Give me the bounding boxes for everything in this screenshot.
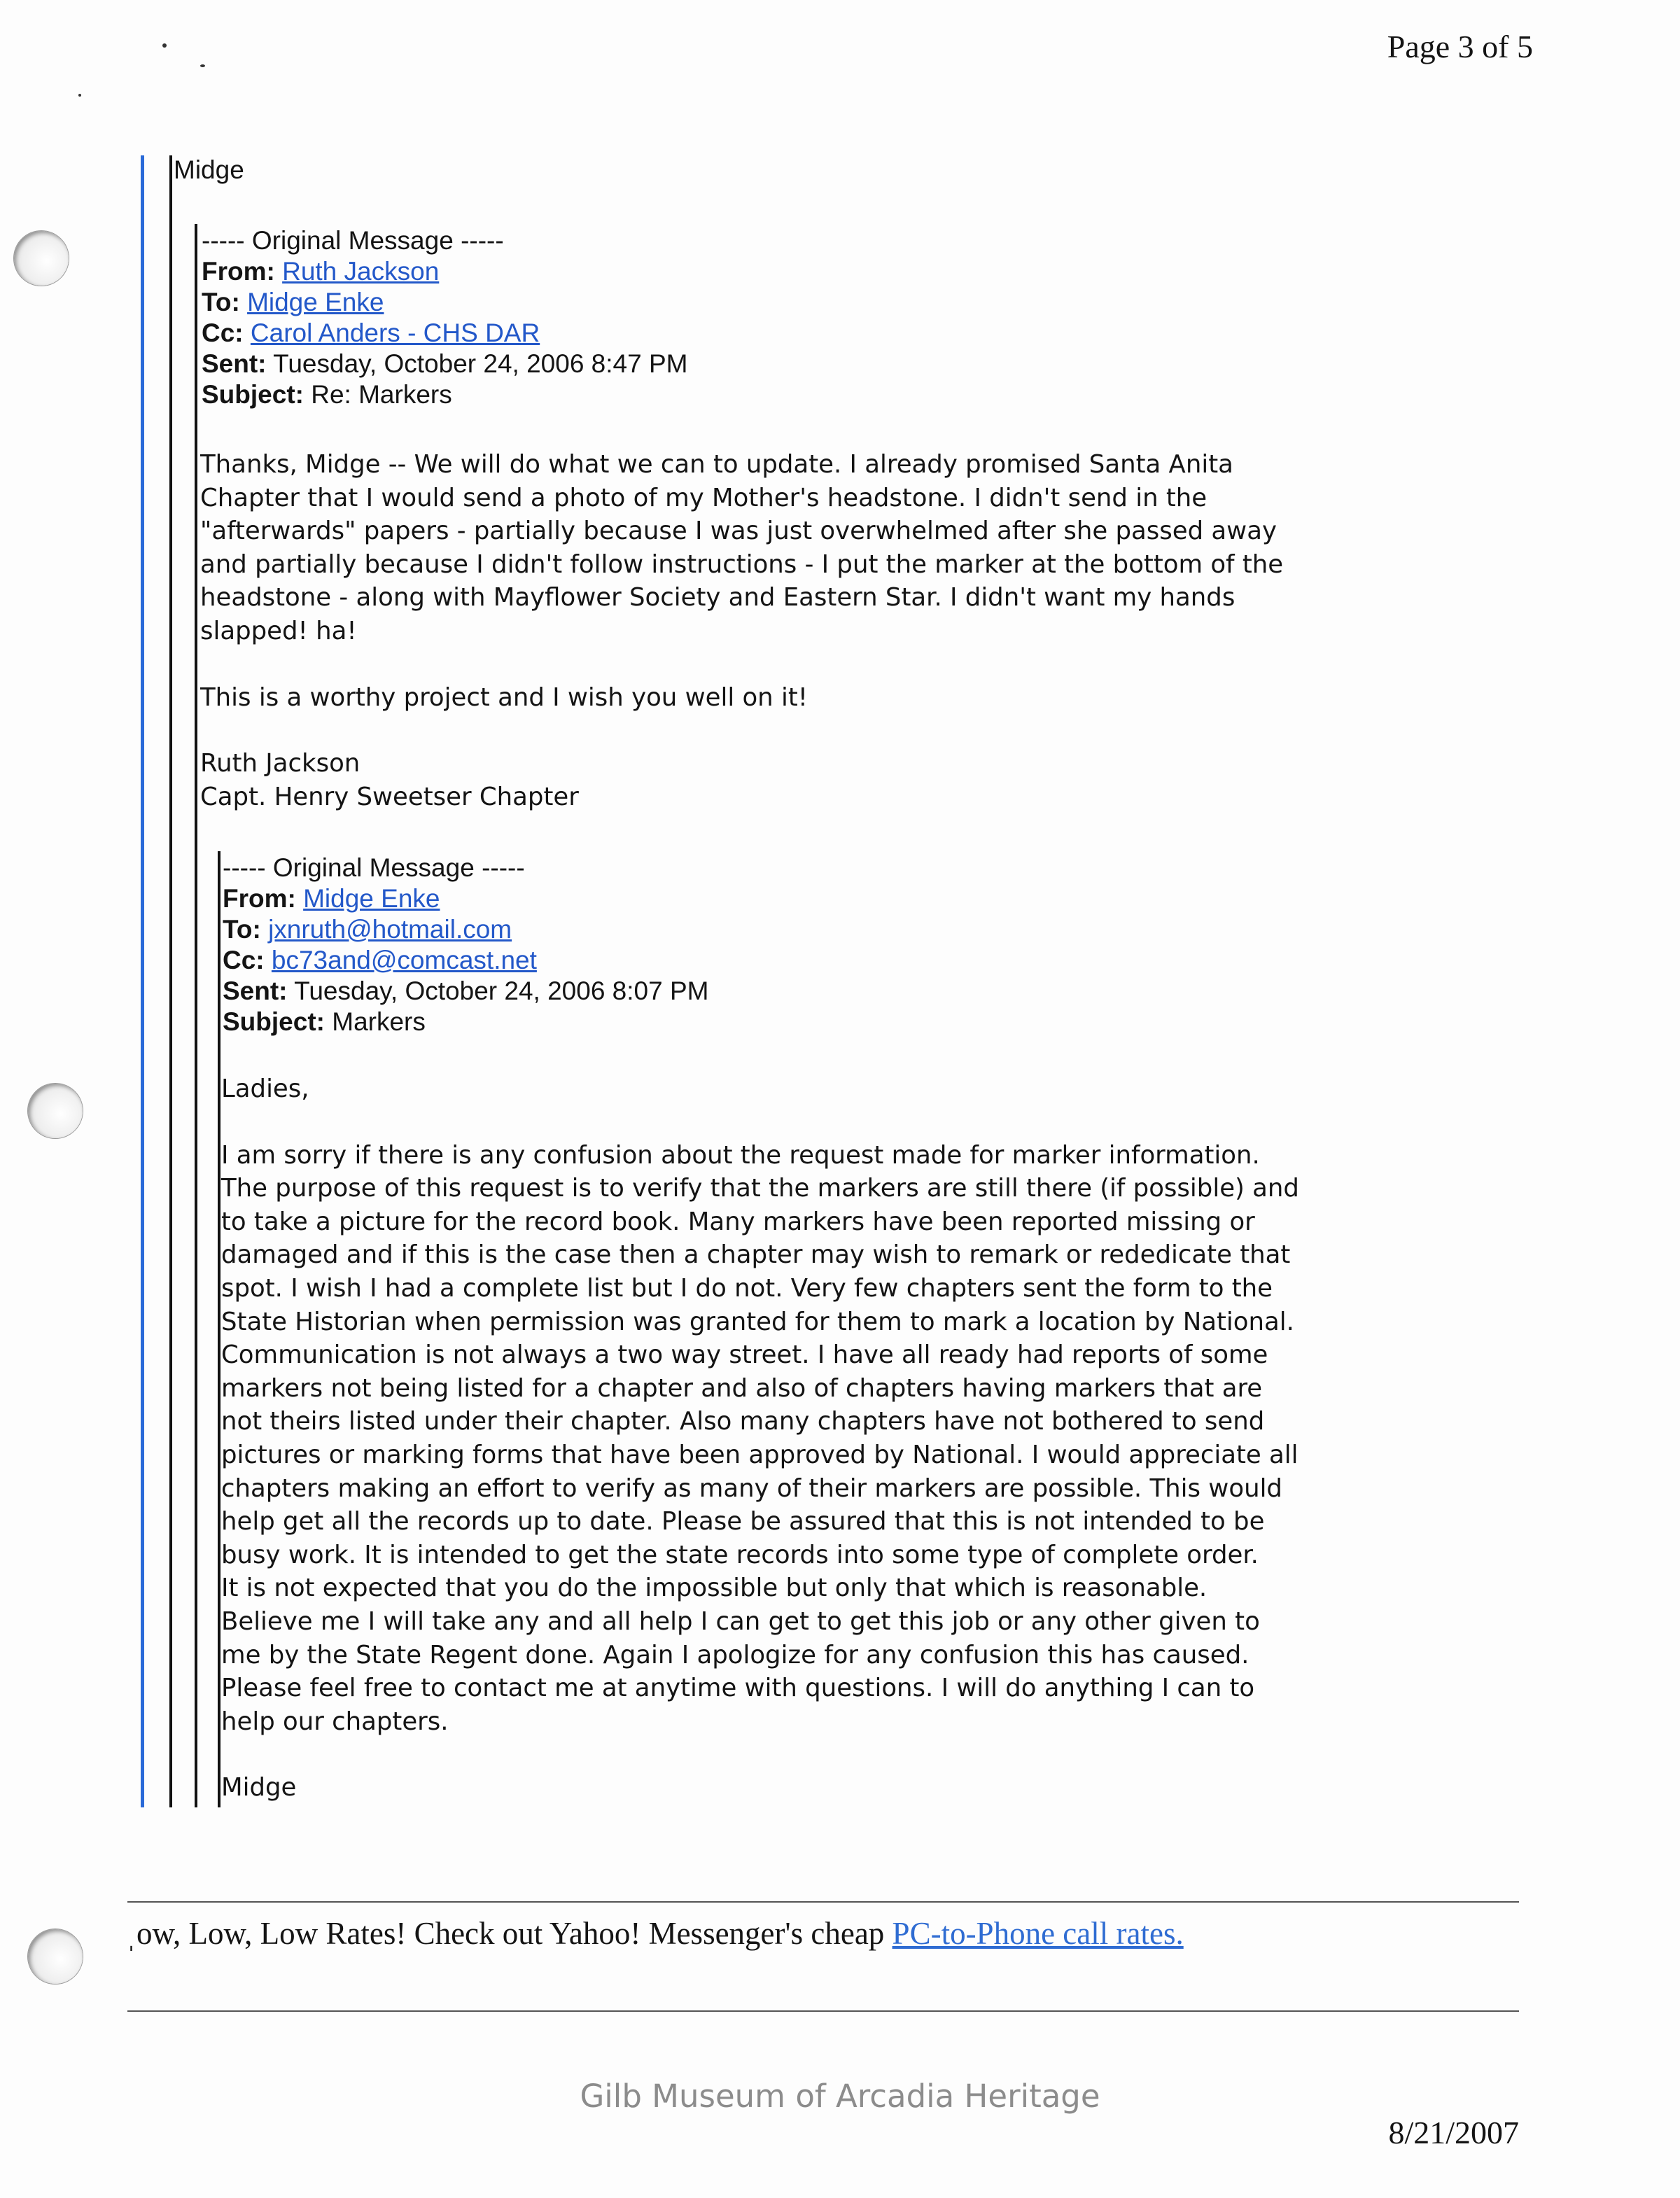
body-line: and partially because I didn't follow instructions - I put the marker at the bottom of the (200, 550, 1284, 579)
outer-signoff: Midge (174, 155, 244, 184)
to-label: To: (202, 288, 240, 316)
page-number: Page 3 of 5 (1387, 29, 1533, 64)
body-line: spot. I wish I had a complete list but I do not. Very few chapters sent the form to the (221, 1273, 1273, 1303)
punch-hole (14, 231, 69, 286)
body-line: slapped! ha! (200, 616, 357, 645)
punch-hole (28, 1929, 83, 1984)
body-line: It is not expected that you do the impossible but only that which is reasonable. (221, 1574, 1208, 1603)
message-header-2 (223, 853, 708, 1037)
body-line: pictures or marking forms that have been approved by National. I would appreciate all (221, 1440, 1298, 1469)
subject-row (223, 1007, 708, 1037)
divider-line (127, 2010, 1519, 2012)
quote-bar-msg1 (195, 224, 197, 1807)
sent-value: Tuesday, October 24, 2006 8:07 PM (294, 976, 709, 1005)
message-body-2 (221, 1072, 1299, 1805)
body-line: chapters making an effort to verify as many of their markers are possible. This would (221, 1474, 1282, 1503)
cc-link[interactable]: Carol Anders - CHS DAR (250, 318, 540, 347)
subject-value: Markers (332, 1007, 426, 1036)
sent-label: Sent: (223, 976, 288, 1005)
body-line: headstone - along with Mayflower Society and Eastern Star. I didn't want my hands (200, 583, 1236, 612)
watermark: Gilb Museum of Arcadia Heritage (580, 2078, 1100, 2115)
body-line: to take a picture for the record book. Many markers have been reported missing or (221, 1207, 1255, 1236)
closing-line: This is a worthy project and I wish you well on it! (200, 682, 808, 712)
body-line: Please feel free to contact me at anytime with questions. I will do anything I can to (221, 1674, 1255, 1703)
from-link[interactable]: Midge Enke (303, 884, 440, 913)
body-line: help get all the records up to date. Please be assured that this is not intended to be (221, 1507, 1265, 1536)
body-line: State Historian when permission was granted for them to mark a location by National. (221, 1307, 1294, 1336)
message-body-1 (200, 448, 1283, 813)
sent-row (223, 976, 708, 1007)
to-row (202, 287, 687, 318)
from-label: From: (223, 884, 296, 913)
to-label: To: (223, 915, 261, 944)
cc-link[interactable]: bc73and@comcast.net (271, 946, 537, 974)
scan-speck (200, 64, 205, 67)
footer-ad (126, 1915, 1184, 1952)
from-row (202, 256, 687, 287)
original-message-divider: ----- Original Message ----- (202, 226, 504, 255)
quote-bar-outer (141, 155, 144, 1807)
message-header-1 (202, 225, 687, 410)
body-line: not theirs listed under their chapter. Also many chapters have not bothered to send (221, 1407, 1265, 1436)
original-message-divider: ----- Original Message ----- (223, 853, 525, 882)
cc-row (202, 318, 687, 349)
scan-speck (78, 94, 81, 97)
to-row (223, 914, 708, 945)
to-link[interactable]: Midge Enke (247, 288, 384, 316)
signoff: Midge (221, 1773, 297, 1802)
body-line: damaged and if this is the case then a chapter may wish to remark or rededicate that (221, 1240, 1291, 1270)
from-link[interactable]: Ruth Jackson (282, 257, 440, 286)
ad-text: ˌow, Low, Low Rates! Check out Yahoo! Messenger's cheap (126, 1916, 892, 1951)
quote-bar-msg2 (218, 851, 220, 1807)
quote-bar-reply (169, 155, 172, 1807)
body-line: busy work. It is intended to get the state records into some type of complete order. (221, 1540, 1259, 1569)
subject-label: Subject: (223, 1007, 325, 1036)
cc-label: Cc: (202, 318, 244, 347)
subject-row (202, 379, 687, 410)
body-line: Believe me I will take any and all help I can get to get this job or any other given to (221, 1606, 1260, 1636)
ad-link[interactable]: PC-to-Phone call rates. (892, 1916, 1184, 1951)
body-line: I am sorry if there is any confusion about the request made for marker information. (221, 1140, 1260, 1170)
subject-value: Re: Markers (311, 380, 452, 409)
scan-speck (162, 43, 167, 48)
from-row (223, 883, 708, 914)
sent-value: Tuesday, October 24, 2006 8:47 PM (273, 349, 688, 378)
body-line: Chapter that I would send a photo of my Mother's headstone. I didn't send in the (200, 483, 1208, 512)
cc-label: Cc: (223, 946, 265, 974)
body-line: Communication is not always a two way street. I have all ready had reports of some (221, 1340, 1268, 1370)
divider-line (127, 1901, 1519, 1903)
body-line: "afterwards" papers - partially because I was just overwhelmed after she passed away (200, 517, 1277, 546)
greeting: Ladies, (221, 1074, 309, 1103)
cc-row (223, 945, 708, 976)
signature-name: Ruth Jackson (200, 749, 360, 778)
sent-row (202, 349, 687, 379)
body-line: Thanks, Midge -- We will do what we can to update. I already promised Santa Anita (200, 450, 1233, 479)
from-label: From: (202, 257, 275, 286)
subject-label: Subject: (202, 380, 304, 409)
signature-chapter: Capt. Henry Sweetser Chapter (200, 782, 579, 811)
body-line: The purpose of this request is to verify that the markers are still there (if possible) and (221, 1174, 1299, 1203)
body-line: markers not being listed for a chapter and also of chapters having markers that are (221, 1373, 1263, 1403)
print-date: 8/21/2007 (1388, 2115, 1519, 2150)
body-line: help our chapters. (221, 1707, 449, 1736)
to-link[interactable]: jxnruth@hotmail.com (268, 915, 512, 944)
sent-label: Sent: (202, 349, 267, 378)
punch-hole (28, 1084, 83, 1138)
body-line: me by the State Regent done. Again I apologize for any confusion this has caused. (221, 1640, 1250, 1670)
